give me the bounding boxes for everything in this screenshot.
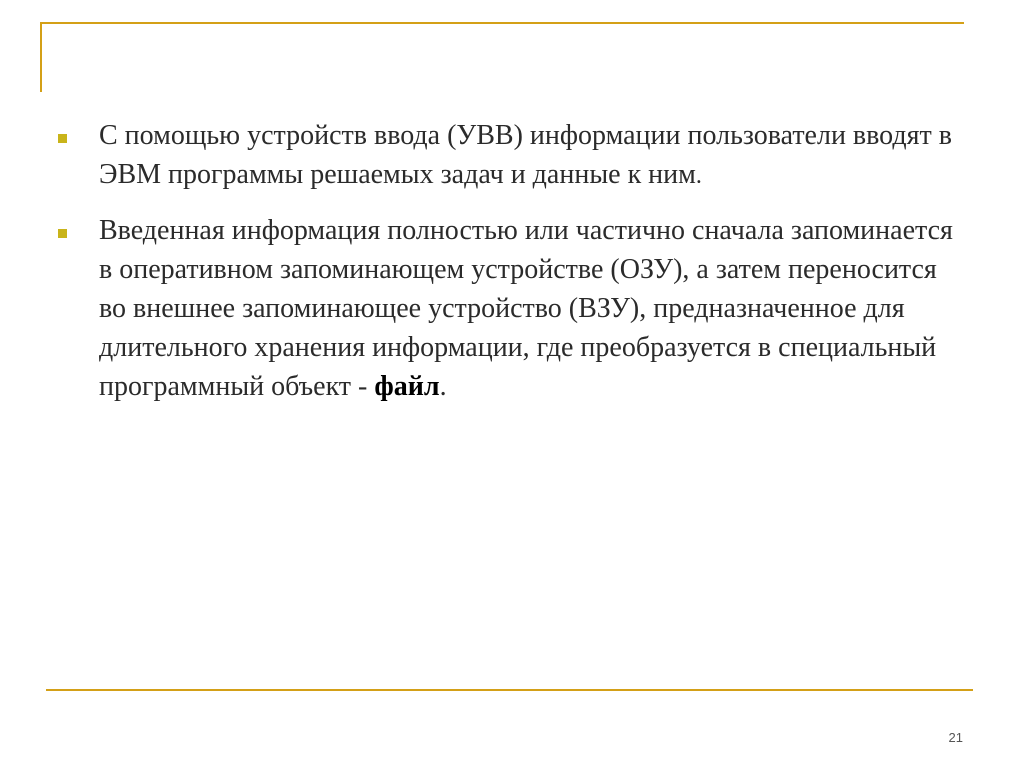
left-rule xyxy=(40,22,42,92)
bullet-end-2: . xyxy=(439,371,447,402)
bold-term-file: файл xyxy=(374,371,440,402)
square-bullet-icon xyxy=(58,229,67,238)
slide-body xyxy=(58,116,958,406)
bullet-item-1 xyxy=(58,116,958,196)
bottom-rule xyxy=(46,689,973,691)
page-number: 21 xyxy=(948,730,963,745)
square-bullet-icon xyxy=(58,134,67,143)
bullet-item-2 xyxy=(58,211,958,406)
bullet-text-1: С помощью устройств ввода (УВВ) информации пользователи вводят в ЭВМ программы решаемых задач и данные к ним xyxy=(99,120,952,190)
top-rule xyxy=(40,22,964,24)
bullet-end-1: . xyxy=(695,163,702,189)
bullet-text-2: Введенная информация полностью или частично сначала запоминается в оперативном запоминающем устройстве (ОЗУ), а затем переносится во внешнее запоминающее устройство (ВЗУ), предназначенное для длительного хранения информации, где преобразуется в специальный программный объект - xyxy=(99,215,953,402)
